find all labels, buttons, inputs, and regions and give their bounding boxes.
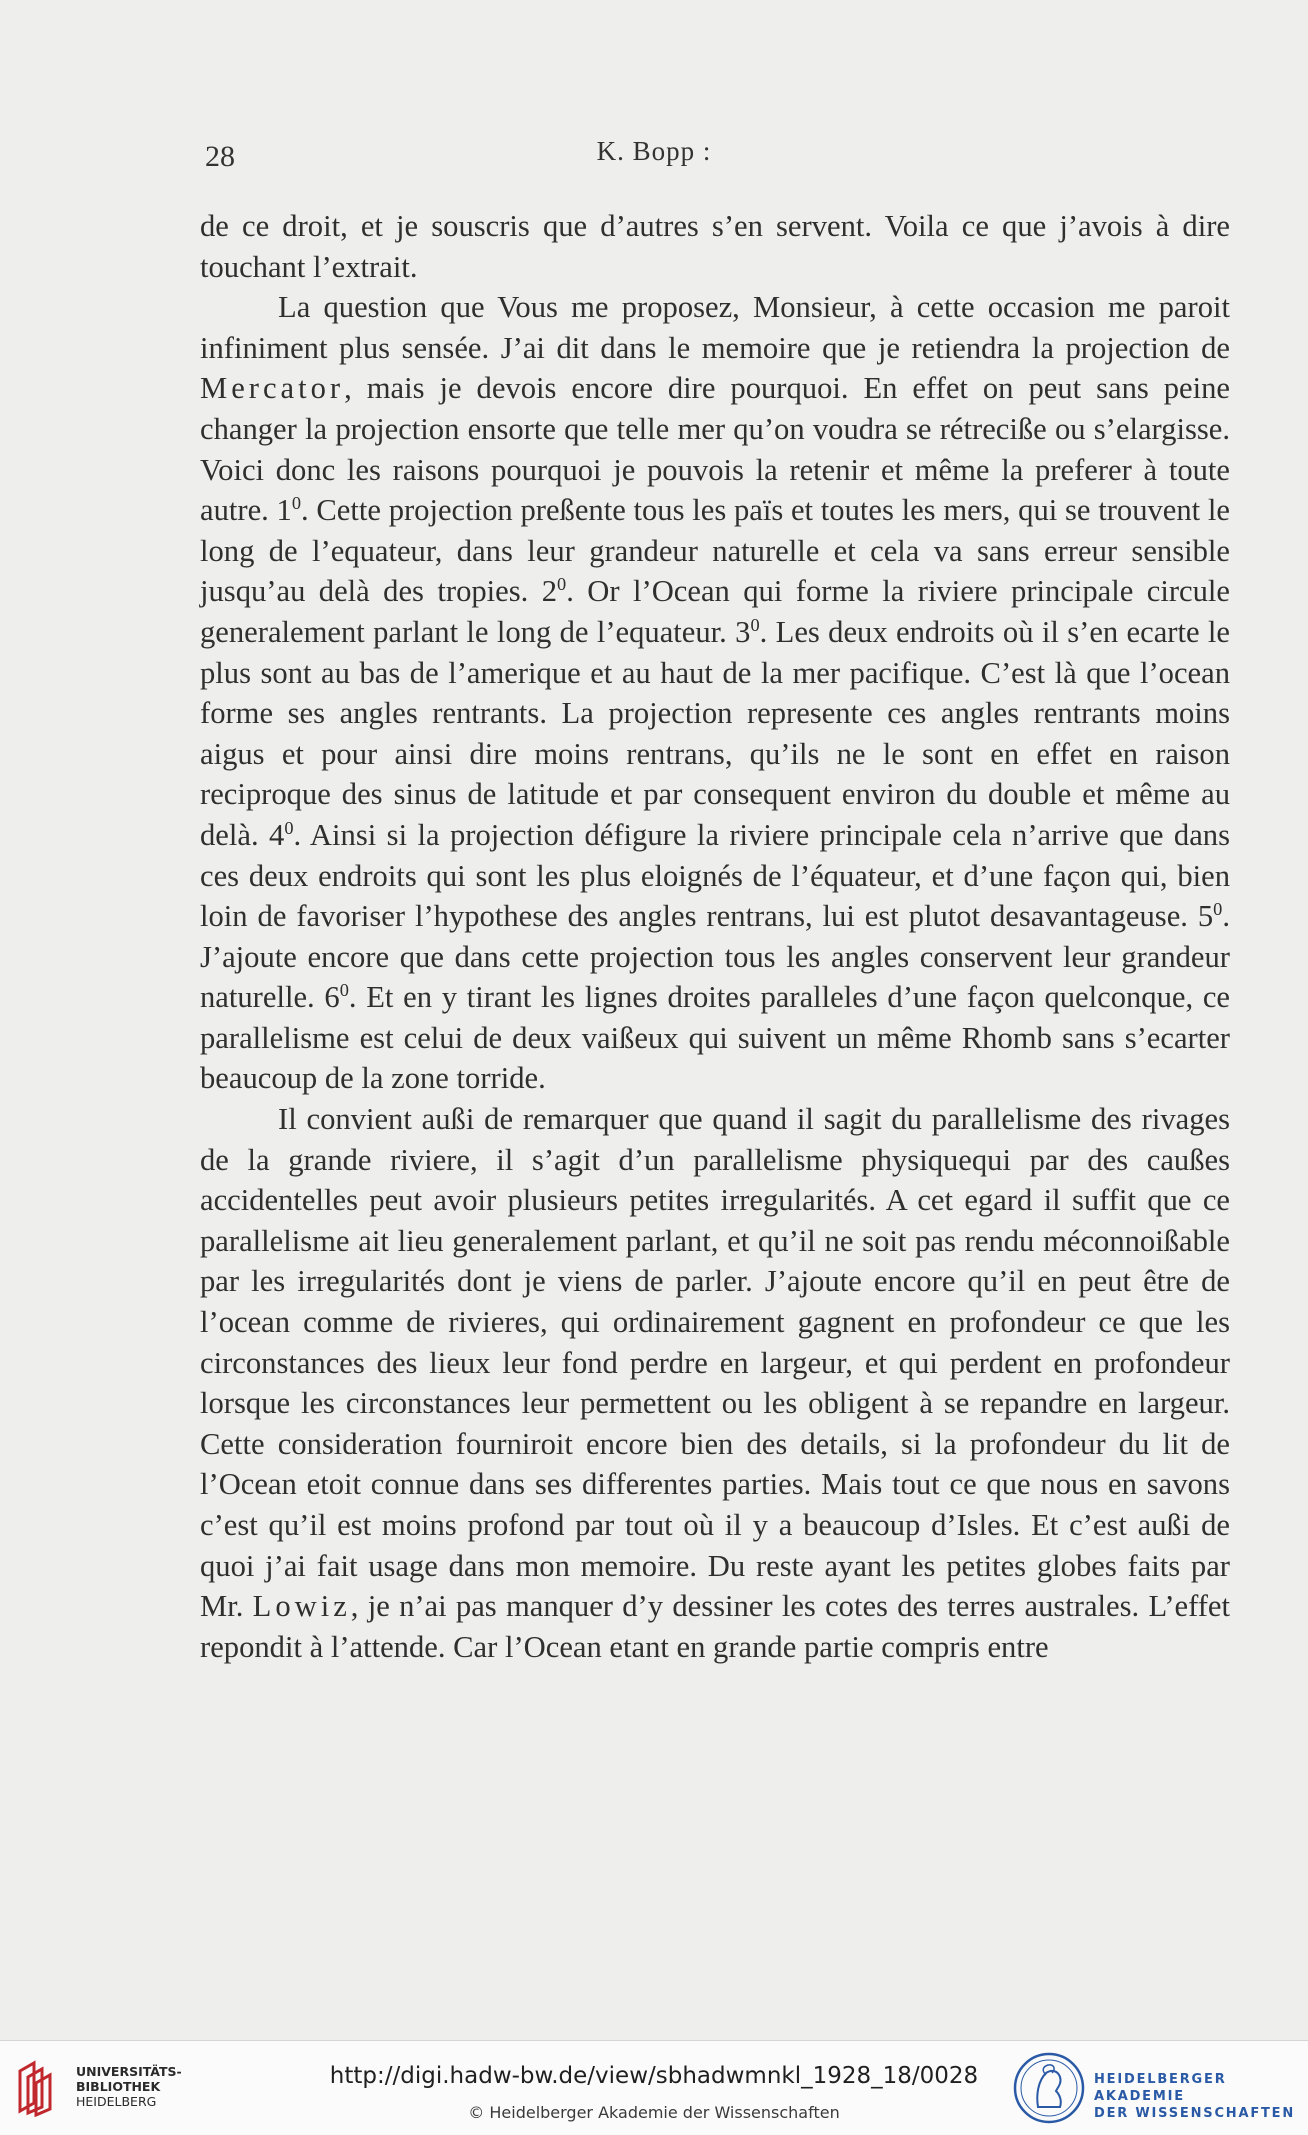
text-run: Il convient außi de remarquer que quand il sagit du parallelisme des rivages de la grande riviere, il s’agit d’un parallelisme physiquequi par des caußes accidentelles peut avoir plusieurs petites irregularités. A cet egard il suffit que ce parallelisme ait lieu generalement parlant, et qu’il ne soit pas rendu méconnoißable par les irregularités dont je viens de parler. J’ajoute encore qu’il en peut être de l’ocean comme de rivieres, qui ordinairement gagnent en profondeur ce que les circonstances des lieux leur fond perdre en largeur, et qui perdent en profondeur lorsque les circonstances leur permettent ou les obligent à se repandre en largeur. Cette consideration fourniroit encore bien des details, si la profondeur du lit de l’Ocean etoit connue dans ses differentes parties. Mais tout ce que nous en savons c’est qu’il est moins profond par tout où il y a beaucoup d’Isles. Et c’est außi de quoi j’ai fait usage dans mon memoire. Du reste ayant les petites globes faits par Mr. bbox=[200, 1102, 1230, 1624]
library-name-line-1: UNIVERSITÄTS- bbox=[76, 2064, 182, 2079]
text-run: . Les deux endroits où il s’en ecarte le plus sont au bas de l’amerique et au haut de la mer pacifique. C’est là que l’ocean forme ses angles rentrants. La projection represente ces angles rentrants moins aigus et pour ainsi dire moins rentrans, qu’ils ne le sont en effet en raison reciproque des sinus de latitude et par consequent environ du double et même au delà. 4 bbox=[200, 614, 1230, 852]
ordinal-superscript: 0 bbox=[339, 980, 349, 1001]
text-run: , je n’ai pas manquer d’y dessiner les cotes des terres australes. L’effet repondit à l’attende. Car l’Ocean etant en grande partie compris entre bbox=[200, 1589, 1230, 1664]
copyright-notice: © Heidelberger Akademie der Wissenschaften bbox=[468, 2103, 840, 2122]
paragraph bbox=[200, 1099, 1230, 1667]
text-run: . Et en y tirant les lignes droites paralleles d’une façon quelconque, ce parallelisme est celui de deux vaißeux qui suivent un même Rhomb sans s’ecarter beaucoup de la zone torride. bbox=[200, 980, 1230, 1096]
library-name-line-2: BIBLIOTHEK bbox=[76, 2079, 161, 2094]
text-run: La question que Vous me proposez, Monsieur, à cette occasion me paroit infiniment plus sensée. J’ai dit dans le memoire que je retiendra la projection de bbox=[200, 290, 1230, 365]
running-head: K. Bopp : bbox=[596, 136, 712, 166]
text-run: , mais je devois encore dire pourquoi. En effet on peut sans peine changer la projection ensorte que telle mer qu’on voudra se rétreciße ou s’elargisse. Voici donc les raisons pourquoi je pouvois la retenir et même la preferer à toute autre. 1 bbox=[200, 371, 1230, 528]
academy-name-line-2: DER WISSENSCHAFTEN bbox=[1094, 2106, 1296, 2121]
spaced-name: Mercator bbox=[200, 371, 345, 406]
academy-name-line-1: HEIDELBERGER AKADEMIE bbox=[1094, 2072, 1227, 2104]
text-run: . Ainsi si la projection défigure la riviere principale cela n’arrive que dans ces deux endroits qui sont les plus eloignés de l’équateur, et d’une façon qui, bien loin de favoriser l’hypothese des angles rentrans, lui est plutot desavantageuse. 5 bbox=[200, 817, 1230, 934]
ordinal-superscript: 0 bbox=[1213, 899, 1223, 920]
academy-name bbox=[1094, 2071, 1308, 2122]
text-run: . J’ajoute encore que dans cette projection tous les angles conservent leur grandeur naturelle. 6 bbox=[200, 899, 1230, 1015]
permalink-url[interactable]: http://digi.hadw-bw.de/view/sbhadwmnkl_1928_18/0028 bbox=[329, 2063, 979, 2089]
page-number: 28 bbox=[205, 140, 235, 173]
ordinal-superscript: 0 bbox=[750, 614, 760, 635]
paragraph bbox=[200, 287, 1230, 1099]
ordinal-superscript: 0 bbox=[284, 817, 294, 838]
academy-seal-icon bbox=[1012, 2051, 1086, 2125]
spaced-name: Lowiz bbox=[252, 1589, 351, 1624]
paragraph bbox=[200, 206, 1230, 287]
text-run: . Or l’Ocean qui forme la riviere principale circule generalement parlant le long de l’equateur. 3 bbox=[200, 574, 1230, 649]
text-run: . Cette projection preßente tous les païs et toutes les mers, qui se trouvent le long de l’equateur, dans leur grandeur naturelle et cela va sans erreur sensible jusqu’au delà des tropies. 2 bbox=[200, 493, 1230, 609]
ordinal-superscript: 0 bbox=[291, 493, 302, 514]
library-name-line-3: HEIDELBERG bbox=[76, 2094, 157, 2109]
body-text bbox=[200, 206, 1230, 1667]
text-run: de ce droit, et je souscris que d’autres s’en servent. Voila ce que j’avois à dire touchant l’extrait. bbox=[200, 209, 1230, 284]
footer-bar bbox=[0, 2040, 1308, 2135]
ordinal-superscript: 0 bbox=[557, 574, 567, 595]
